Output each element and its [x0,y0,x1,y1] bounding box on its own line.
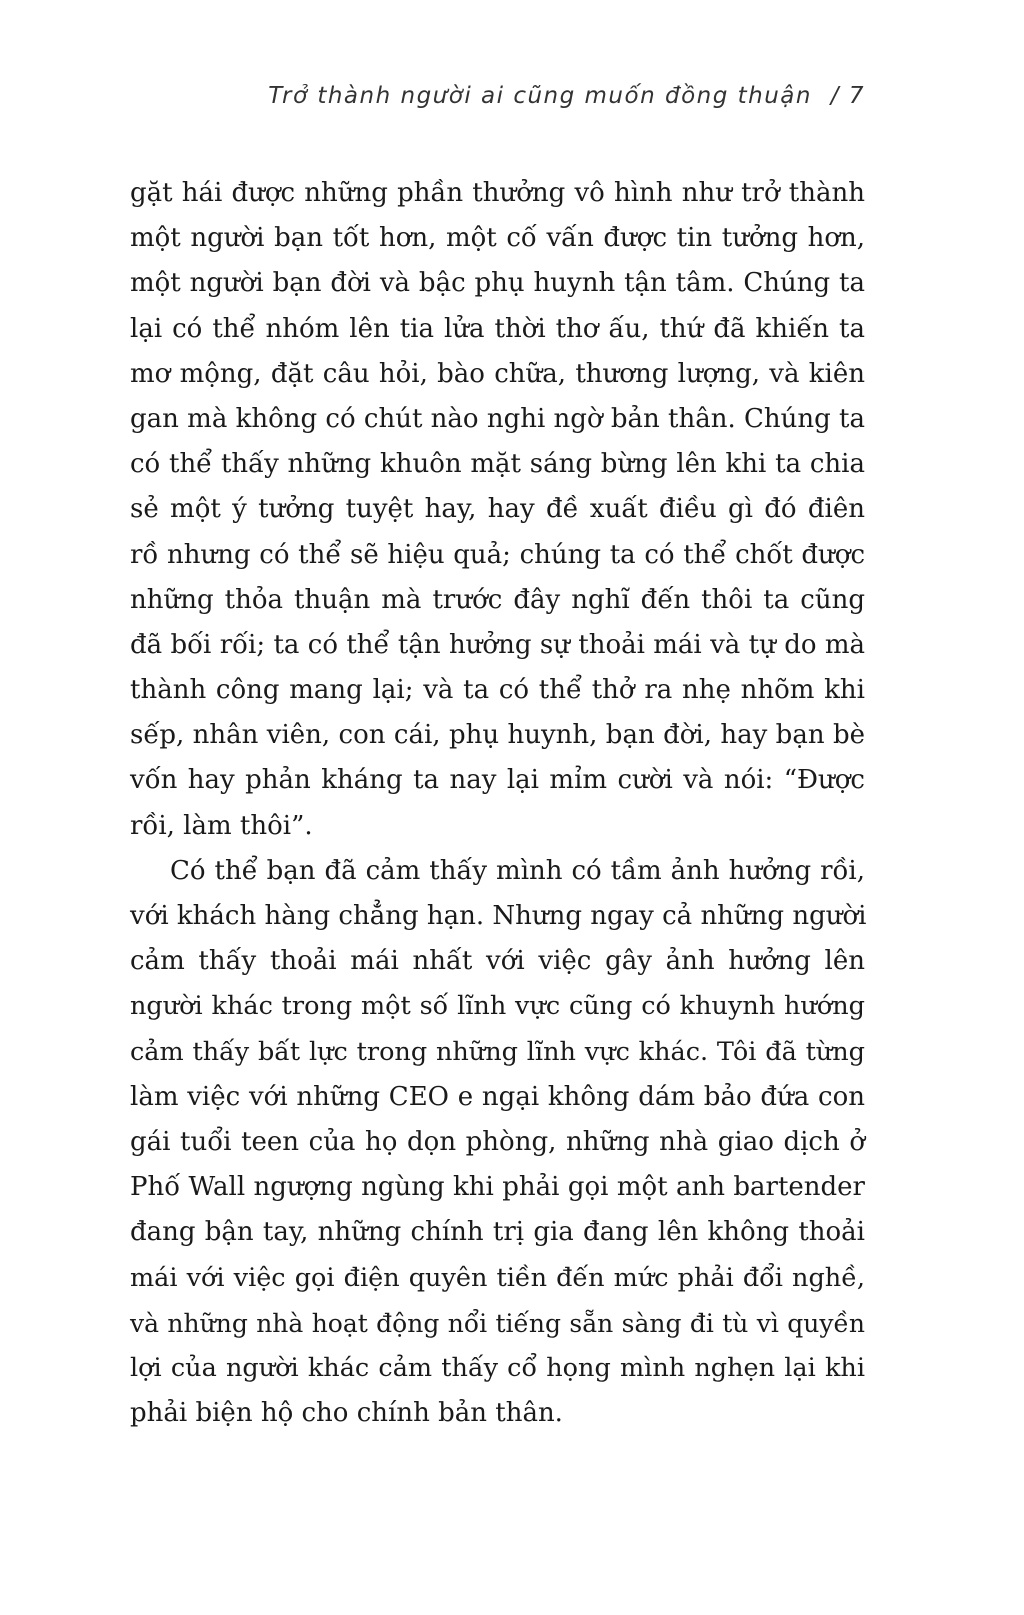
running-header [130,80,865,112]
page-number: 7 [848,83,865,109]
text-line: Phố Wall ngượng ngùng khi phải gọi một anh bartender [130,1172,865,1203]
text-line: cảm thấy thoải mái nhất với việc gây ảnh hưởng lên [130,946,865,977]
paragraph-1 [130,171,865,849]
text-line: mơ mộng, đặt câu hỏi, bào chữa, thương lượng, và kiên [130,358,865,389]
text-line: thành công mang lại; và ta có thể thở ra nhẹ nhõm khi [130,675,865,706]
text-line: sẻ một ý tưởng tuyệt hay, hay đề xuất điều gì đó điên [130,494,865,525]
text-line: người khác trong một số lĩnh vực cũng có khuynh hướng [130,991,865,1022]
text-line: gặt hái được những phần thưởng vô hình như trở thành [130,178,865,208]
text-line: đã bối rối; ta có thể tận hưởng sự thoải mái và tự do mà [130,629,865,660]
text-line: cảm thấy bất lực trong những lĩnh vực khác. Tôi đã từng [130,1036,865,1067]
text-line: gái tuổi teen của họ dọn phòng, những nhà giao dịch ở [130,1126,865,1157]
text-line: một người bạn tốt hơn, một cố vấn được tin tưởng hơn, [130,223,865,254]
body-text [130,171,865,1436]
text-line: sếp, nhân viên, con cái, phụ huynh, bạn đời, hay bạn bè [130,720,865,751]
text-line: làm việc với những CEO e ngại không dám bảo đứa con [130,1081,865,1112]
text-line: mái với việc gọi điện quyên tiền đến mức phải đổi nghề, [130,1262,865,1293]
text-line: có thể thấy những khuôn mặt sáng bừng lên khi ta chia [130,449,865,480]
running-title: Trở thành người ai cũng muốn đồng thuận [268,83,812,109]
text-line: phải biện hộ cho chính bản thân. [130,1398,563,1429]
text-line: vốn hay phản kháng ta nay lại mỉm cười và nói: “Được [130,765,865,796]
paragraph-2 [130,849,865,1436]
text-line: gan mà không có chút nào nghi ngờ bản thân. Chúng ta [130,403,865,434]
text-line: những thỏa thuận mà trước đây nghĩ đến thôi ta cũng [130,584,865,615]
text-line: với khách hàng chẳng hạn. Nhưng ngay cả những người [130,901,867,931]
text-line: một người bạn đời và bậc phụ huynh tận tâm. Chúng ta [130,268,865,299]
header-separator: / [830,83,841,109]
text-line: và những nhà hoạt động nổi tiếng sẵn sàng đi tù vì quyền [130,1308,865,1338]
text-line: đang bận tay, những chính trị gia đang lên không thoải [130,1217,865,1248]
text-line: rồ nhưng có thể sẽ hiệu quả; chúng ta có thể chốt được [130,539,865,570]
text-line: lợi của người khác cảm thấy cổ họng mình nghẹn lại khi [130,1352,865,1383]
text-line: rồi, làm thôi”. [130,810,313,841]
text-line: lại có thể nhóm lên tia lửa thời thơ ấu, thứ đã khiến ta [130,313,865,344]
text-line: Có thể bạn đã cảm thấy mình có tầm ảnh hưởng rồi, [170,855,865,886]
